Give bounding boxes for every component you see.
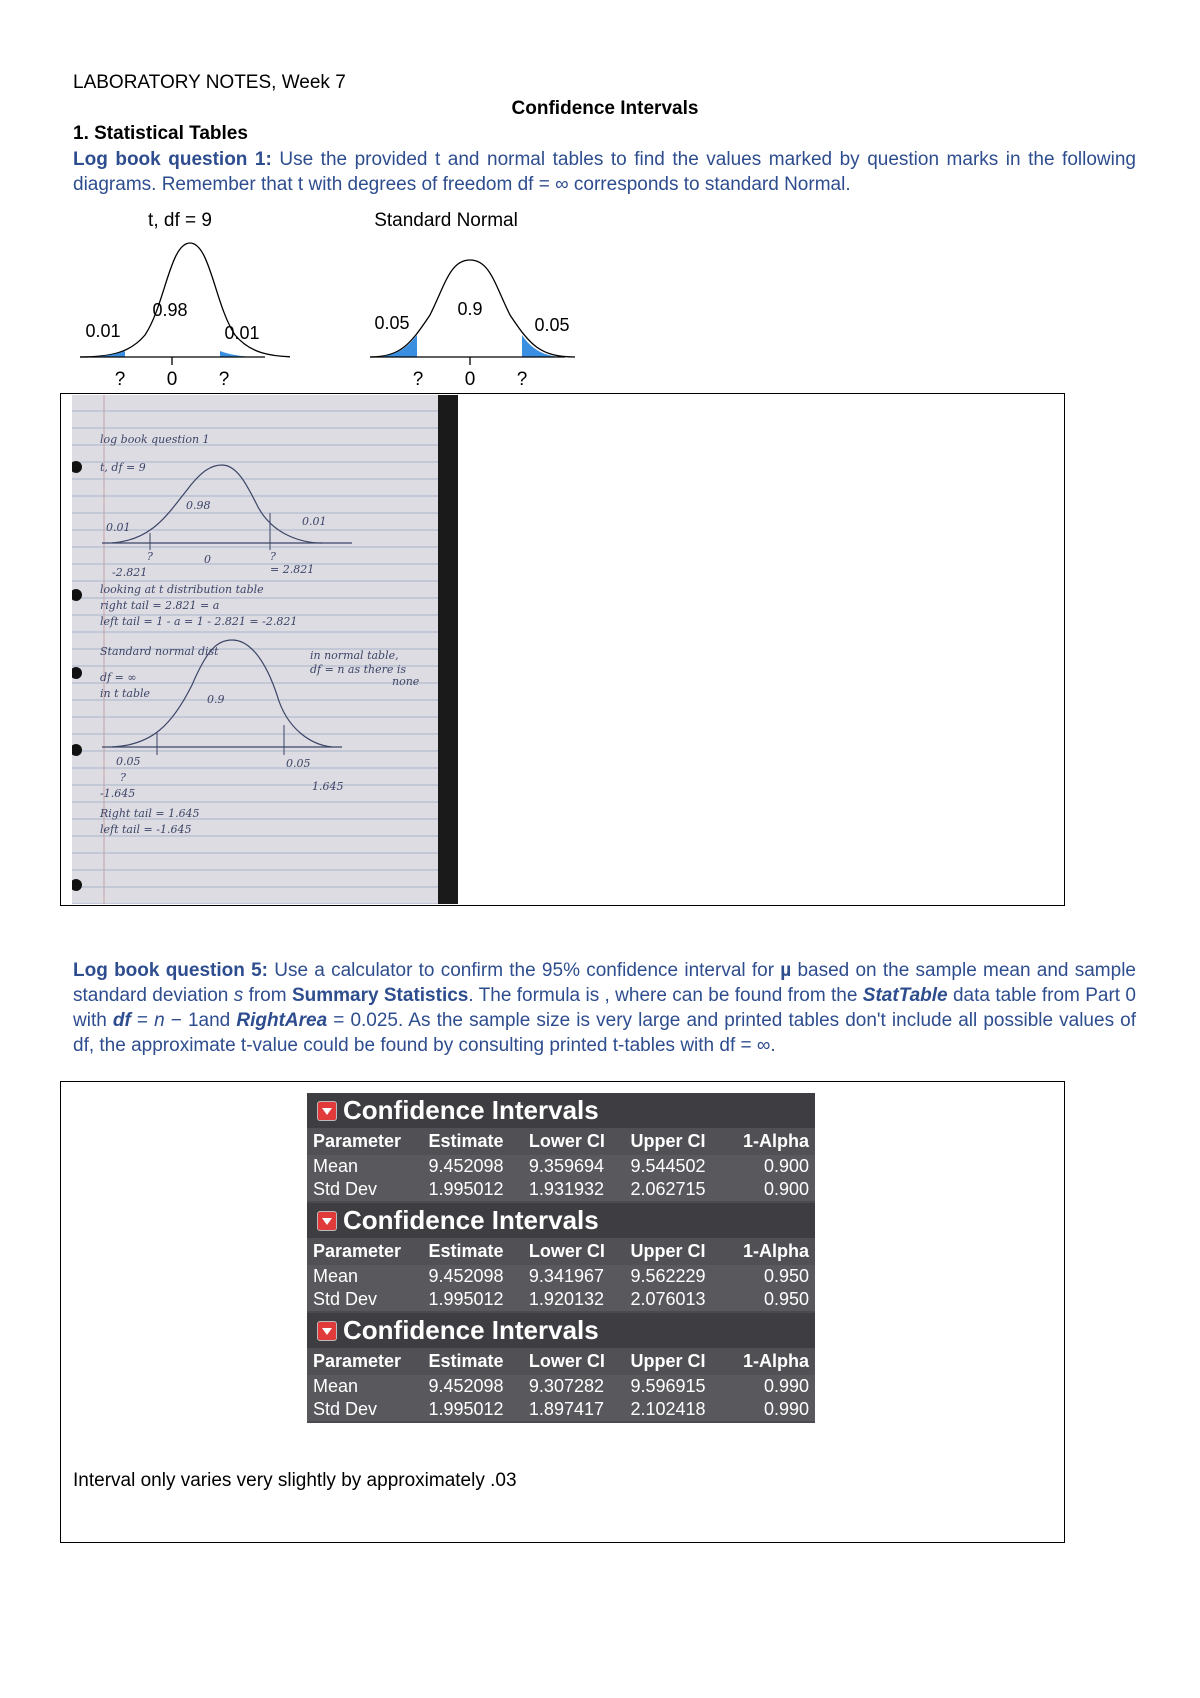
normal-left-area: 0.05 <box>374 313 410 333</box>
ci-section-95 <box>307 1203 815 1311</box>
hw-line: df = n as there is <box>310 663 407 676</box>
hw-line: looking at t distribution table <box>100 583 264 596</box>
hw-line: left tail = -1.645 <box>100 823 192 836</box>
question-5-text: = 0.025. As the sample size is very large and printed tables don't include all possible values of df, the approximate t-value could be found by consulting printed t-tables with df = ∞. <box>73 1010 1137 1056</box>
table-cell: Mean <box>307 1375 422 1398</box>
t-right-area: 0.01 <box>224 323 260 343</box>
table-row <box>307 1288 815 1311</box>
ci-section-header[interactable] <box>307 1093 815 1128</box>
table-cell: 9.359694 <box>523 1155 625 1178</box>
table-row <box>307 1155 815 1178</box>
t-diagram-title: t, df = 9 <box>148 210 212 231</box>
col-header: Lower CI <box>523 1348 625 1375</box>
normal-distribution-diagram <box>360 205 590 390</box>
table-cell: 1.995012 <box>422 1398 522 1421</box>
table-cell: Std Dev <box>307 1288 422 1311</box>
t-left-tail <box>80 351 125 357</box>
col-header: Upper CI <box>624 1348 724 1375</box>
photo-dark-edge <box>438 395 458 904</box>
table-cell: 1.920132 <box>523 1288 625 1311</box>
table-cell: Mean <box>307 1265 422 1288</box>
disclosure-triangle-icon[interactable] <box>317 1321 337 1341</box>
ci-section-header[interactable] <box>307 1313 815 1348</box>
question-5-text: Use a calculator to confirm the 95% confidence interval for <box>268 960 781 981</box>
summary-statistics-term: Summary Statistics <box>291 985 469 1006</box>
hw-line: t, df = 9 <box>100 461 146 474</box>
ci-section-header[interactable] <box>307 1203 815 1238</box>
col-header: Estimate <box>422 1348 522 1375</box>
t-left-area: 0.01 <box>85 321 121 341</box>
normal-right-tail <box>522 335 565 357</box>
hw-line: in t table <box>100 687 151 700</box>
table-cell: 1.931932 <box>523 1178 625 1201</box>
ci-table <box>307 1128 815 1201</box>
handwritten-notes-photo <box>72 395 458 904</box>
normal-right-area: 0.05 <box>534 315 570 335</box>
table-cell: 9.341967 <box>523 1265 625 1288</box>
hw-line: 0.9 <box>207 693 225 706</box>
col-header: Estimate <box>422 1128 522 1155</box>
normal-right-question: ? <box>516 369 528 390</box>
lab-notes-header: LABORATORY NOTES, Week 7 <box>73 72 346 93</box>
t-right-tail <box>220 351 260 357</box>
table-cell: Std Dev <box>307 1178 422 1201</box>
hw-line: 0.05 <box>286 757 311 770</box>
ci-section-90 <box>307 1093 815 1201</box>
col-header: Parameter <box>307 1128 422 1155</box>
table-cell: 9.452098 <box>422 1375 522 1398</box>
col-header: 1-Alpha <box>725 1128 815 1155</box>
df-term: df <box>112 1010 131 1031</box>
table-cell: 1.995012 <box>422 1288 522 1311</box>
hw-line: left tail = 1 - a = 1 - 2.821 = -2.821 <box>100 615 298 628</box>
question-1 <box>73 147 1136 197</box>
mu-symbol: µ <box>780 960 792 981</box>
col-header: Parameter <box>307 1238 422 1265</box>
table-cell: 1.897417 <box>523 1398 625 1421</box>
col-header: Estimate <box>422 1238 522 1265</box>
table-row <box>307 1178 815 1201</box>
hw-line: ? <box>270 550 276 563</box>
table-cell: 9.307282 <box>523 1375 625 1398</box>
ci-section-99 <box>307 1313 815 1421</box>
answer-text: Interval only varies very slightly by approximately .03 <box>73 1470 517 1491</box>
hw-line: 0.01 <box>302 515 327 528</box>
hw-line: in normal table, <box>310 649 399 662</box>
question-1-text: Use the provided t and normal tables to find the values marked by question marks in the following diagrams. Remember that t with degrees of freedom df = ∞ corresponds to standard Normal. <box>73 149 1136 195</box>
ci-section-title: Confidence Intervals <box>343 1205 599 1235</box>
hw-line: right tail = 2.821 = a <box>100 599 220 612</box>
hw-line: Right tail = 1.645 <box>100 807 200 820</box>
hw-line: log book question 1 <box>100 433 210 446</box>
table-cell: 0.900 <box>725 1155 815 1178</box>
col-header: 1-Alpha <box>725 1238 815 1265</box>
table-cell: 2.062715 <box>624 1178 724 1201</box>
hw-line: df = ∞ <box>100 671 137 684</box>
n-symbol: n <box>154 1010 165 1031</box>
table-row <box>307 1265 815 1288</box>
table-cell: 0.990 <box>725 1375 815 1398</box>
hw-line: ? <box>120 771 126 784</box>
table-cell: 0.950 <box>725 1265 815 1288</box>
col-header: Lower CI <box>523 1238 625 1265</box>
question-5-text: data table from Part 0 with <box>73 985 1136 1031</box>
table-row <box>307 1398 815 1421</box>
col-header: 1-Alpha <box>725 1348 815 1375</box>
question-5-label: Log book question 5: <box>73 960 268 981</box>
table-cell: 9.596915 <box>624 1375 724 1398</box>
hw-line: 0.98 <box>186 499 211 512</box>
t-left-question: ? <box>114 369 126 390</box>
hw-line: Standard normal dist <box>100 645 219 658</box>
question-1-label: Log book question 1: <box>73 149 272 170</box>
table-cell: Std Dev <box>307 1398 422 1421</box>
question-5-text: from <box>243 985 292 1006</box>
table-row <box>307 1375 815 1398</box>
rightarea-term: RightArea <box>236 1010 328 1031</box>
table-cell: 1.995012 <box>422 1178 522 1201</box>
ci-table <box>307 1348 815 1421</box>
table-cell: Mean <box>307 1155 422 1178</box>
table-cell: 2.102418 <box>624 1398 724 1421</box>
table-cell: 0.900 <box>725 1178 815 1201</box>
ci-section-title: Confidence Intervals <box>343 1315 599 1345</box>
ci-section-title: Confidence Intervals <box>343 1095 599 1125</box>
t-distribution-diagram <box>70 205 290 390</box>
hw-line: ? <box>147 550 153 563</box>
table-cell: 0.990 <box>725 1398 815 1421</box>
ci-table <box>307 1238 815 1311</box>
t-center-area: 0.98 <box>152 300 188 320</box>
question-5-text: = <box>130 1010 155 1031</box>
table-cell: 2.076013 <box>624 1288 724 1311</box>
question-5-text: based on the sample mean and sample standard deviation <box>73 960 1136 1006</box>
col-header: Upper CI <box>624 1238 724 1265</box>
t-zero: 0 <box>166 369 178 390</box>
table-cell: 0.950 <box>725 1288 815 1311</box>
disclosure-triangle-icon[interactable] <box>317 1211 337 1231</box>
normal-left-question: ? <box>412 369 424 390</box>
stattable-term: StatTable <box>862 985 948 1006</box>
hw-line: -2.821 <box>112 566 148 579</box>
normal-center-area: 0.9 <box>457 299 483 319</box>
question-5-text: . The formula is , where can be found from the <box>468 985 863 1006</box>
hw-line: 0.05 <box>116 755 141 768</box>
normal-zero: 0 <box>464 369 476 390</box>
hw-line: none <box>392 675 420 688</box>
table-cell: 9.562229 <box>624 1265 724 1288</box>
hw-line: 1.645 <box>312 780 344 793</box>
question-5 <box>73 958 1136 1058</box>
col-header: Parameter <box>307 1348 422 1375</box>
table-cell: 9.452098 <box>422 1265 522 1288</box>
table-cell: 9.544502 <box>624 1155 724 1178</box>
disclosure-triangle-icon[interactable] <box>317 1101 337 1121</box>
jmp-confidence-intervals-output <box>307 1093 815 1423</box>
t-right-question: ? <box>218 369 230 390</box>
hw-line: 0 <box>204 553 211 566</box>
s-symbol: s <box>233 985 244 1006</box>
question-5-text: − 1and <box>164 1010 237 1031</box>
col-header: Lower CI <box>523 1128 625 1155</box>
normal-diagram-title: Standard Normal <box>374 210 518 231</box>
hw-line: = 2.821 <box>270 563 315 576</box>
page-title: Confidence Intervals <box>511 98 699 119</box>
table-cell: 9.452098 <box>422 1155 522 1178</box>
hw-line: -1.645 <box>100 787 136 800</box>
hw-line: 0.01 <box>106 521 131 534</box>
section-heading: 1. Statistical Tables <box>73 123 248 144</box>
col-header: Upper CI <box>624 1128 724 1155</box>
